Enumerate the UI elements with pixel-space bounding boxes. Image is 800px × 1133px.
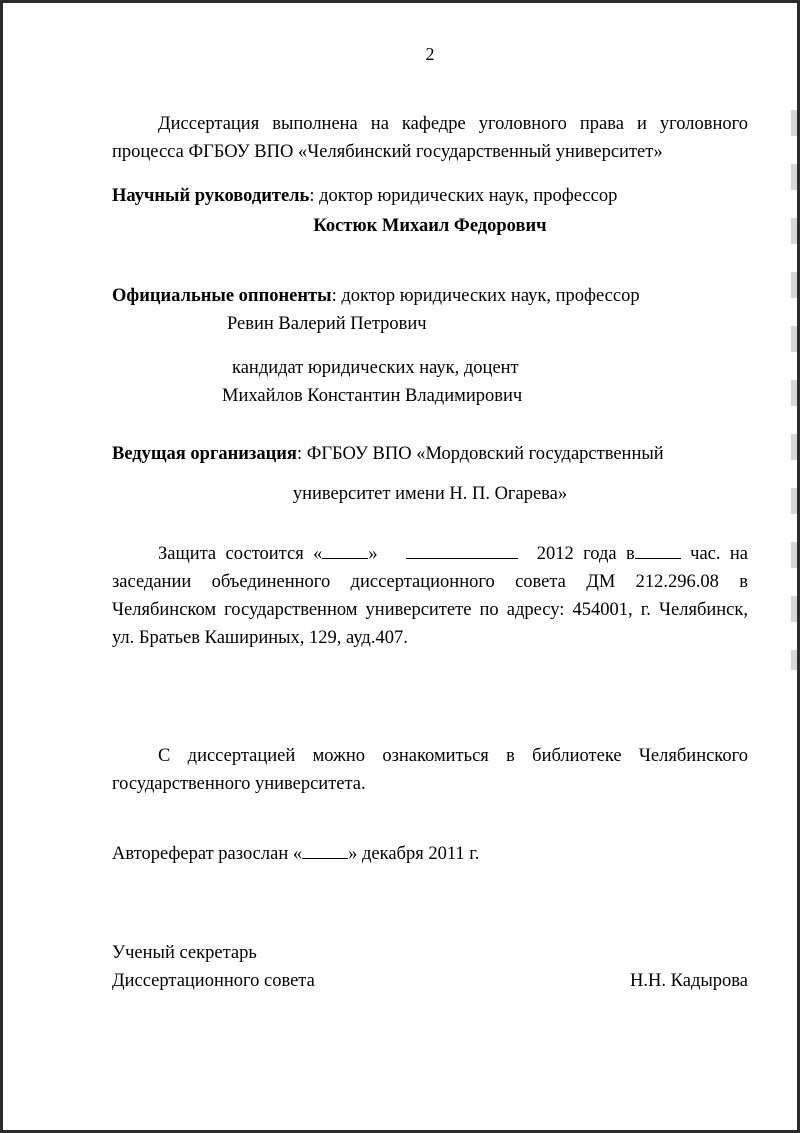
abstract-sent-part-1: Автореферат разослан « — [112, 844, 303, 864]
defence-time-blank — [635, 558, 681, 559]
defence-day-blank — [322, 558, 368, 559]
secretary-line-2: Диссертационного совета — [112, 970, 315, 991]
lead-org-value: : ФГБОУ ВПО «Мордовский государственный — [296, 444, 664, 464]
opponents-label: Официальные оппоненты — [112, 286, 332, 306]
paragraph-defence — [112, 540, 748, 652]
page-number: 2 — [425, 44, 435, 64]
defence-month-blank — [406, 558, 518, 559]
page-content — [112, 0, 748, 1133]
defence-part-2: » — [368, 544, 378, 564]
defence-part-4: час. на заседании объединенного диссертационного совета ДМ 212.296.08 в Челябинском государственном университете по адресу: 454001, г. Челябинск, ул. Братьев Кашириных, 129, ауд.407. — [112, 544, 749, 649]
opponent-name-2: Михайлов Константин Владимирович — [222, 386, 523, 406]
opponents-role-1: : доктор юридических наук, профессор — [331, 286, 640, 306]
opponent-role-2: кандидат юридических наук, доцент — [232, 358, 519, 378]
paragraph-prepared-at: Диссертация выполнена на кафедре уголовного права и уголовного процесса ФГБОУ ВПО «Челябинский государственный университет» — [112, 114, 748, 163]
opponent-name-1: Ревин Валерий Петрович — [227, 314, 427, 334]
supervisor-name: Костюк Михаил Федорович — [313, 216, 547, 236]
abstract-day-blank — [302, 858, 348, 859]
secretary-block — [112, 940, 748, 996]
secretary-name: Н.Н. Кадырова — [630, 971, 748, 991]
supervisor-label: Научный руководитель — [112, 186, 310, 206]
supervisor-role: : доктор юридических наук, профессор — [309, 186, 618, 206]
paragraph-abstract-sent — [112, 840, 748, 868]
paragraph-supervisor — [112, 182, 748, 210]
paragraph-library: С диссертацией можно ознакомиться в библиотеке Челябинского государственного университета. — [112, 746, 748, 795]
page-border-left — [0, 0, 3, 1133]
defence-part-1: Защита состоится « — [158, 544, 323, 564]
secretary-line-1: Ученый секретарь — [112, 943, 257, 963]
lead-org-label: Ведущая организация — [112, 444, 297, 464]
paragraph-lead-organization — [112, 440, 748, 468]
defence-part-3: 2012 года в — [536, 544, 635, 564]
abstract-sent-part-2: » декабря 2011 г. — [348, 844, 480, 864]
lead-org-value-2: университет имени Н. П. Огарева» — [292, 484, 568, 504]
paragraph-opponents — [112, 282, 748, 310]
scan-edge-artifact — [791, 110, 797, 670]
